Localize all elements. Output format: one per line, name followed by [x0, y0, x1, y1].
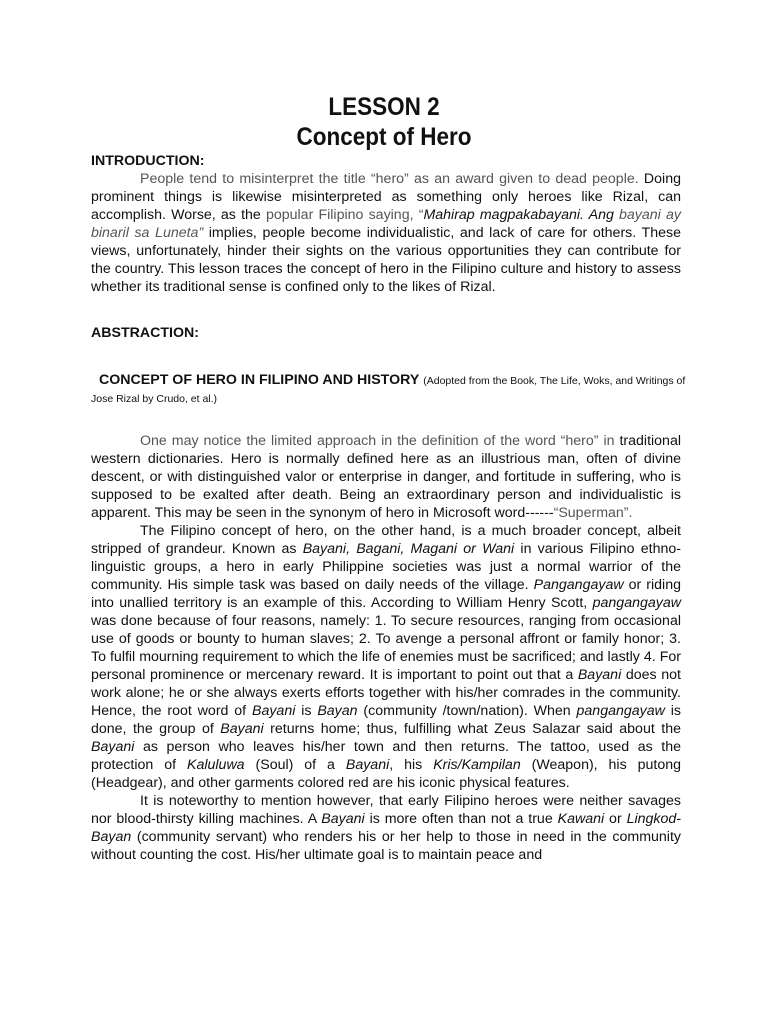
lesson-subtitle: Concept of Hero [296, 123, 472, 151]
p2-text-k: is [295, 703, 318, 719]
p3-text-d: Kawani [557, 811, 605, 827]
p2-text-t: Kaluluwa [187, 757, 245, 773]
p2-text-b: Bayani, Bagani, Magani or Wani [302, 541, 515, 557]
p2-text-p: Bayani [220, 721, 264, 737]
lesson-number: LESSON 2 [328, 93, 440, 121]
p2-text-y: (Weapon), his putong (Headgear), and other garments colored red are his iconic physical features. [91, 757, 682, 791]
body-paragraph-3 [91, 792, 681, 864]
p3-text-a: It is noteworthy to mention however, that early Filipino heroes were neither savages nor blood-thirsty killing machines. A [91, 793, 681, 827]
p2-text-c: in various Filipino ethno-linguistic groups, a hero in early Philippine societies was just a normal warrior of the community. His simple task was based on daily needs of the village. [91, 541, 682, 593]
p2-text-e: or riding into unallied territory is an example of this. According to William Henry Scott, [91, 577, 681, 611]
intro-text-5: bayani ay binaril sa Luneta” [91, 207, 681, 241]
p2-text-x: Kris/Kampilan [433, 757, 521, 773]
introduction-paragraph [91, 170, 681, 296]
p2-text-a: The Filipino concept of hero, on the other hand, is a much broader concept, albeit stripped of grandeur. Known as [91, 523, 681, 557]
p2-text-d: Pangangayaw [533, 577, 624, 593]
p3-text-g: (community servant) who renders his or her help to those in need in the community without counting the cost. His/her ultimate goal is to maintain peace and [91, 829, 681, 863]
p1-text-c: “Superman”. [553, 505, 633, 521]
p2-text-m: (community /town/nation). When [357, 703, 577, 719]
p2-text-f: pangangayaw [592, 595, 681, 611]
p1-text-a: One may notice the limited approach in the definition of the word “hero” in [140, 433, 615, 449]
p2-text-h: Bayani [577, 667, 622, 683]
p2-text-w: , his [389, 757, 434, 773]
p2-text-i: does not work alone; he or she always exerts efforts together with his/her comrades in the community. Hence, the root word of [91, 667, 681, 719]
introduction-label: INTRODUCTION: [91, 153, 205, 169]
p3-text-c: is more often than not a true [364, 811, 558, 827]
p2-text-o: is done, the group of [91, 703, 681, 737]
abstraction-section [91, 324, 681, 342]
p2-text-l: Bayan [317, 703, 358, 719]
intro-text-3: popular Filipino saying, “ [265, 207, 424, 223]
p2-text-v: Bayani [345, 757, 390, 773]
p2-text-r: Bayani [91, 739, 135, 755]
intro-text-1: People tend to misinterpret the title “hero” as an award given to dead people. [140, 171, 639, 187]
p3-text-f: Lingkod-Bayan [91, 811, 681, 845]
p2-text-n: pangangayaw [576, 703, 665, 719]
p2-text-j: Bayani [251, 703, 296, 719]
abstraction-label: ABSTRACTION: [91, 325, 199, 341]
intro-text-2: Doing prominent things is likewise misinterpreted as something only heroes like Rizal, can accomplish. Worse, as the [91, 171, 681, 223]
concept-heading [91, 372, 691, 408]
intro-text-4: Mahirap magpakabayani. Ang [423, 207, 620, 223]
p2-text-g: was done because of four reasons, namely: 1. To secure resources, ranging from occasional use of goods or bounty to human slaves; 2. To avenge a personal affront or family honor; 3. To fulfil mourning requirement to which the life of enemies must be sacrificed; and lastly 4. For personal prominence or mercenary reward. It is important to point out that a [91, 613, 681, 683]
p2-text-q: returns home; thus, fulfilling what Zeus Salazar said about the [263, 721, 681, 737]
p3-text-e: or [604, 811, 627, 827]
concept-heading-note: (Adopted from the Book, The Life, Woks, and Writings of Jose Rizal by Crudo, et al.) [91, 375, 686, 405]
p3-text-b: Bayani [321, 811, 365, 827]
lesson-title [38, 92, 729, 152]
body-paragraph-1 [91, 432, 681, 522]
intro-text-6: implies, people become individualistic, and lack of care for others. These views, unfortunately, hinder their sights on the various opportunities they can contribute for the country. This lesson traces the concept of hero in the Filipino culture and history to assess whether its traditional sense is confined only to the likes of Rizal. [91, 225, 681, 295]
introduction-section [91, 152, 681, 296]
concept-heading-title: CONCEPT OF HERO IN FILIPINO AND HISTORY [99, 372, 420, 388]
body-paragraph-2 [91, 522, 681, 792]
body-text [91, 432, 681, 864]
p1-text-b: traditional western dictionaries. Hero is normally defined here as an illustrious man, often of divine descent, or with distinguished valor or enterprise in danger, and fortitude in suffering, who is supposed to be exalted after death. Being an extraordinary person and individualistic is apparent. This may be seen in the synonym of hero in Microsoft word------ [91, 433, 681, 521]
p2-text-s: as person who leaves his/her town and then returns. The tattoo, used as the protection of [91, 739, 681, 773]
p2-text-u: (Soul) of a [244, 757, 346, 773]
